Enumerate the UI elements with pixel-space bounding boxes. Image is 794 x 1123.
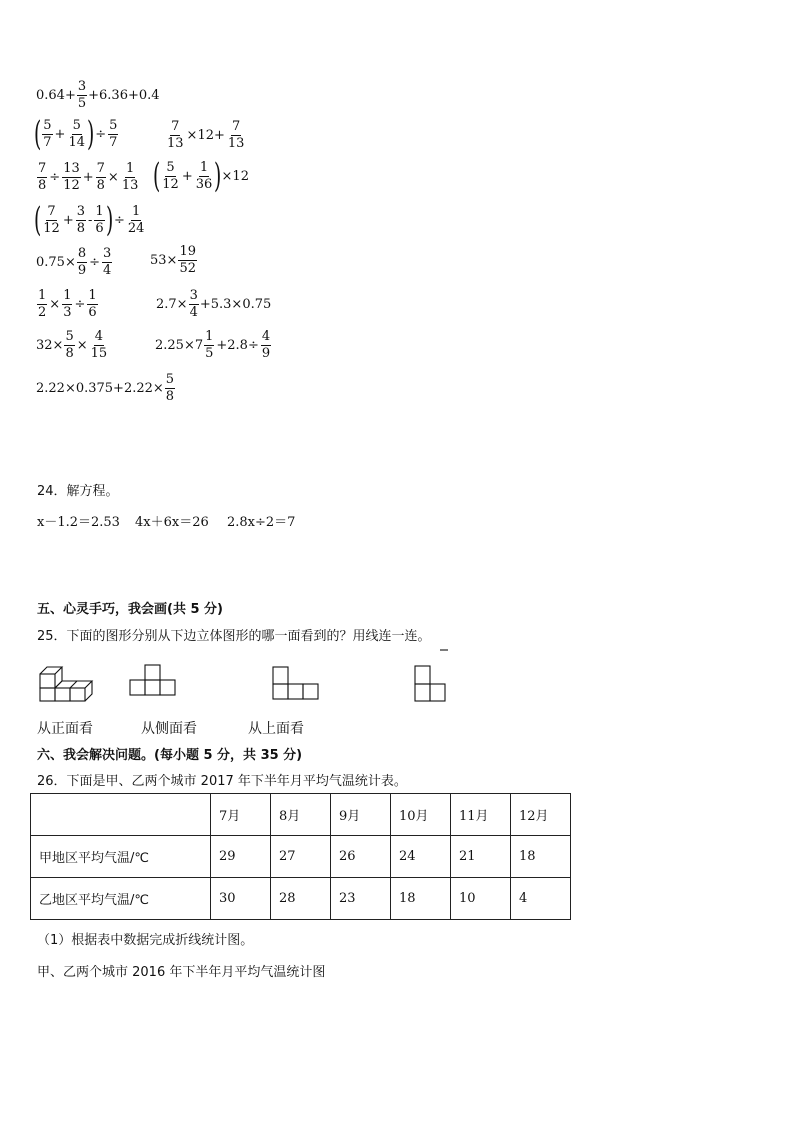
fraction: $\frac{13}{12}$ [63,161,80,193]
table-header-cell: 9月 [331,794,391,836]
operator: ×12+ [186,127,225,143]
fraction: $\frac{3}{4}$ [103,246,112,278]
section-6-title: 六、我会解决问题。(每小题 5 分，共 35 分) [37,748,303,763]
table-header-cell: 12月 [511,794,571,836]
operator: × [107,169,119,185]
operator: + [62,212,74,228]
calc-expr-7 [36,247,113,277]
right-paren: ) [105,200,113,240]
row-label: 甲地区平均气温/℃ [31,836,211,878]
fraction: $\frac{5}{12}$ [162,159,179,192]
fraction: $\frac{3}{4}$ [189,288,198,320]
question-24-title: 24．解方程。 [37,484,119,499]
table-cell: 28 [271,878,331,920]
expr-text: 32× [36,337,64,353]
calc-expr-8 [150,245,198,275]
calc-expr-1 [36,80,160,110]
expr-text: ×12 [221,168,249,184]
calc-expr-13 [36,373,176,403]
expr-text: +5.3×0.75 [199,296,272,312]
table-cell: 4 [511,878,571,920]
view-shape-3 [413,648,449,704]
calc-expr-3 [165,120,246,150]
fraction: $\frac{7}{13}$ [227,119,245,151]
equation-3: 2.8x÷2＝7 [227,515,296,530]
equation-2: 4x＋6x＝26 [135,515,209,530]
operator: ÷ [113,212,125,228]
cube-solid-figure [38,660,102,702]
calc-expr-11 [36,330,109,360]
question-26-title: 26．下面是甲、乙两个城市 2017 年下半年月平均气温统计表。 [37,774,407,789]
table-cell: 21 [451,836,511,878]
fraction: $\frac{1}{3}$ [63,288,72,320]
fraction: $\frac{1}{36}$ [195,159,213,192]
row-label: 乙地区平均气温/℃ [31,878,211,920]
question-25-title: 25．下面的图形分别从下边立体图形的哪一面看到的？用线连一连。 [37,629,431,644]
equation-1: x－1.2＝2.53 [37,515,120,530]
fraction: $\frac{5}{14}$ [68,117,85,150]
operator: ÷ [95,126,107,142]
left-paren: ( [33,200,42,240]
table-header-cell [31,794,211,836]
expr-text: 2.25×7 [155,337,204,353]
fraction: $\frac{5}{7}$ [43,117,52,150]
operator: +2.8÷ [216,337,259,353]
table-cell: 18 [511,836,571,878]
calc-expr-6 [33,200,146,240]
right-paren: ) [214,156,222,196]
fraction: $\frac{7}{8}$ [38,161,47,193]
fraction: $\frac{7}{12}$ [43,203,60,236]
table-cell: 30 [211,878,271,920]
right-paren: ) [86,114,95,154]
table-cell: 26 [331,836,391,878]
calc-expr-5 [152,156,249,196]
temperature-table [30,793,571,920]
expr-text: 0.75× [36,254,76,270]
expr-text: 2.7× [156,296,188,312]
question-26-sub-1: （1）根据表中数据完成折线统计图。 [37,933,254,948]
left-paren: ( [33,114,42,154]
calc-expr-12 [155,330,272,360]
fraction: $\frac{3}{8}$ [76,203,85,236]
view-shape-1 [129,663,177,699]
table-row [31,836,571,878]
operator: × [76,337,88,353]
expr-text: 0.64+ [36,87,76,103]
calc-expr-9 [36,289,99,319]
calc-expr-4 [36,162,140,192]
fraction: $\frac{8}{9}$ [77,246,87,278]
table-cell: 23 [331,878,391,920]
table-row [31,878,571,920]
fraction: $\frac{4}{15}$ [90,329,108,361]
view-label-front: 从正面看 [37,721,93,737]
fraction: $\frac{1}{2}$ [38,288,47,320]
operator: + [54,126,66,142]
operator: × [49,296,61,312]
table-cell: 29 [211,836,271,878]
fraction: $\frac{5}{8}$ [165,372,175,404]
fraction: $\frac{1}{5}$ [205,329,214,361]
table-header-cell: 8月 [271,794,331,836]
table-cell: 18 [391,878,451,920]
operator: ÷ [49,169,61,185]
view-label-side: 从侧面看 [141,721,197,737]
operator: ÷ [74,296,86,312]
fraction: $\frac{5}{7}$ [109,117,118,150]
calc-expr-2 [33,114,119,154]
fraction: $\frac{7}{8}$ [96,161,105,193]
calc-expr-10 [156,289,271,319]
view-label-top: 从上面看 [248,721,304,737]
fraction: $\frac{3}{5}$ [77,79,87,111]
expr-text: 53× [150,252,178,268]
chart-title: 甲、乙两个城市 2016 年下半年月平均气温统计图 [37,965,326,980]
operator: + [82,169,94,185]
left-paren: ( [152,156,161,196]
fraction: $\frac{19}{52}$ [179,244,196,276]
table-cell: 10 [451,878,511,920]
fraction: $\frac{7}{13}$ [167,119,184,151]
expr-text: 2.22×0.375+2.22× [36,380,164,396]
fraction: $\frac{1}{24}$ [127,203,145,236]
section-5-title: 五、心灵手巧，我会画(共 5 分) [37,602,223,617]
fraction: $\frac{1}{6}$ [95,203,104,236]
fraction: $\frac{1}{13}$ [121,161,139,193]
operator: ÷ [89,254,101,270]
table-header-cell: 7月 [211,794,271,836]
table-header-cell: 10月 [391,794,451,836]
operator: - [88,212,93,228]
table-cell: 24 [391,836,451,878]
table-header-row [31,794,571,836]
table-header-cell: 11月 [451,794,511,836]
fraction: $\frac{4}{9}$ [261,329,271,361]
fraction: $\frac{5}{8}$ [65,329,74,361]
table-cell: 27 [271,836,331,878]
view-shape-2 [272,665,320,701]
expr-text: +6.36+0.4 [88,87,160,103]
operator: + [181,168,193,184]
fraction: $\frac{1}{6}$ [88,288,97,320]
